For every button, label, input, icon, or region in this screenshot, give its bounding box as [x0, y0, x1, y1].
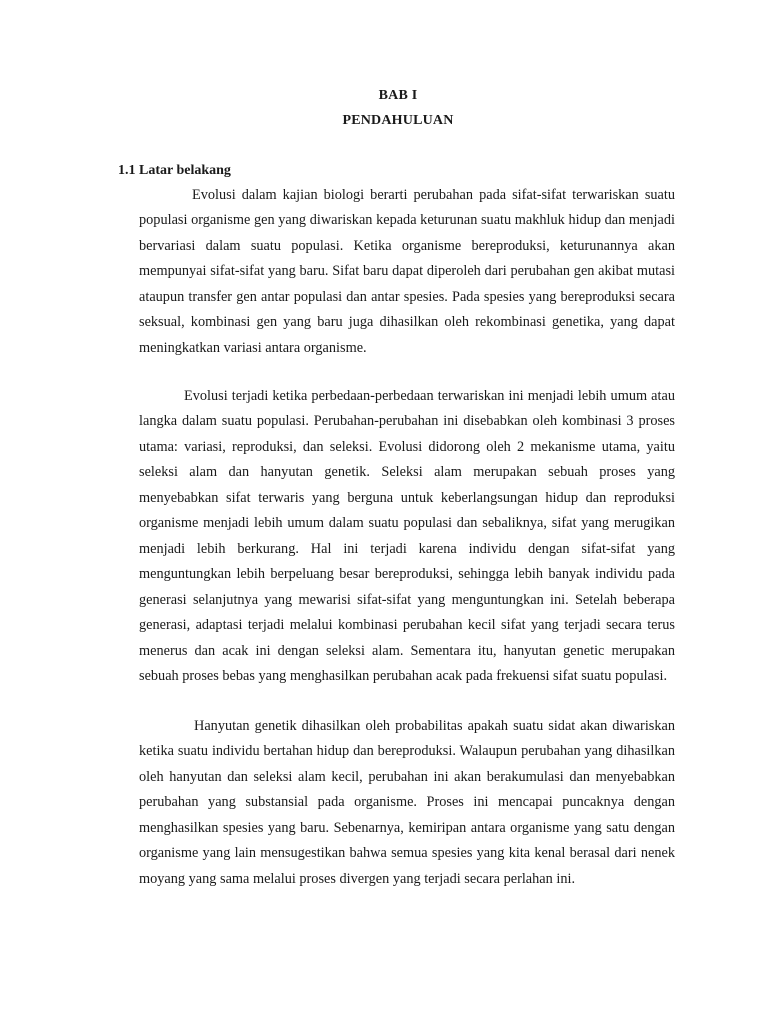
paragraph: Evolusi dalam kajian biologi berarti perubahan pada sifat-sifat terwariskan suatu populasi organisme gen yang diwariskan kepada keturunan suatu makhluk hidup dan menjadi bervariasi dalam suatu populasi. Ketika organisme bereproduksi, keturunannya akan mempunyai sifat-sifat yang baru. Sifat baru dapat diperoleh dari perubahan gen akibat mutasi ataupun transfer gen antar populasi dan antar spesies. Pada spesies yang bereproduksi secara seksual, kombinasi gen yang baru juga dihasilkan oleh rekombinasi genetika, yang dapat meningkatkan variasi antara organisme.: [139, 187, 675, 356]
paragraph: Hanyutan genetik dihasilkan oleh probabilitas apakah suatu sidat akan diwariskan ketika suatu individu bertahan hidup dan bereproduksi. Walaupun perubahan yang dihasilkan oleh hanyutan dan seleksi alam kecil, perubahan ini akan berakumulasi dan menyebabkan perubahan yang substansial pada organisme. Proses ini mencapai puncaknya dengan menghasilkan spesies yang baru. Sebenarnya, kemiripan antara organisme yang satu dengan organisme yang lain mensugestikan bahwa semua spesies yang kita kenal berasal dari nenek moyang yang sama melalui proses divergen yang terjadi secara perlahan ini.: [139, 718, 675, 887]
paragraph: Evolusi terjadi ketika perbedaan-perbedaan terwariskan ini menjadi lebih umum atau langka dalam suatu populasi. Perubahan-perubahan ini disebabkan oleh kombinasi 3 proses utama: variasi, reproduksi, dan seleksi. Evolusi didorong oleh 2 mekanisme utama, yaitu seleksi alam dan hanyutan genetik. Seleksi alam merupakan sebuah proses yang menyebabkan sifat terwaris yang berguna untuk keberlangsungan hidup dan reproduksi organisme menjadi lebih umum dalam suatu populasi dan sebaliknya, sifat yang merugikan menjadi lebih berkurang. Hal ini terjadi karena individu dengan sifat-sifat yang menguntungkan lebih berpeluang besar bereproduksi, sehingga lebih banyak individu pada generasi selanjutnya yang mewarisi sifat-sifat yang menguntungkan ini. Setelah beberapa generasi, adaptasi terjadi melalui kombinasi perubahan kecil sifat yang terjadi secara terus menerus dan acak ini dengan seleksi alam. Sementara itu, hanyutan genetic merupakan sebuah proses bebas yang menghasilkan perubahan acak pada frekuensi sifat suatu populasi.: [139, 388, 675, 684]
chapter-title: PENDAHULUAN: [342, 113, 454, 128]
section-heading: 1.1 Latar belakang: [118, 163, 231, 178]
chapter-number: BAB I: [378, 88, 418, 103]
